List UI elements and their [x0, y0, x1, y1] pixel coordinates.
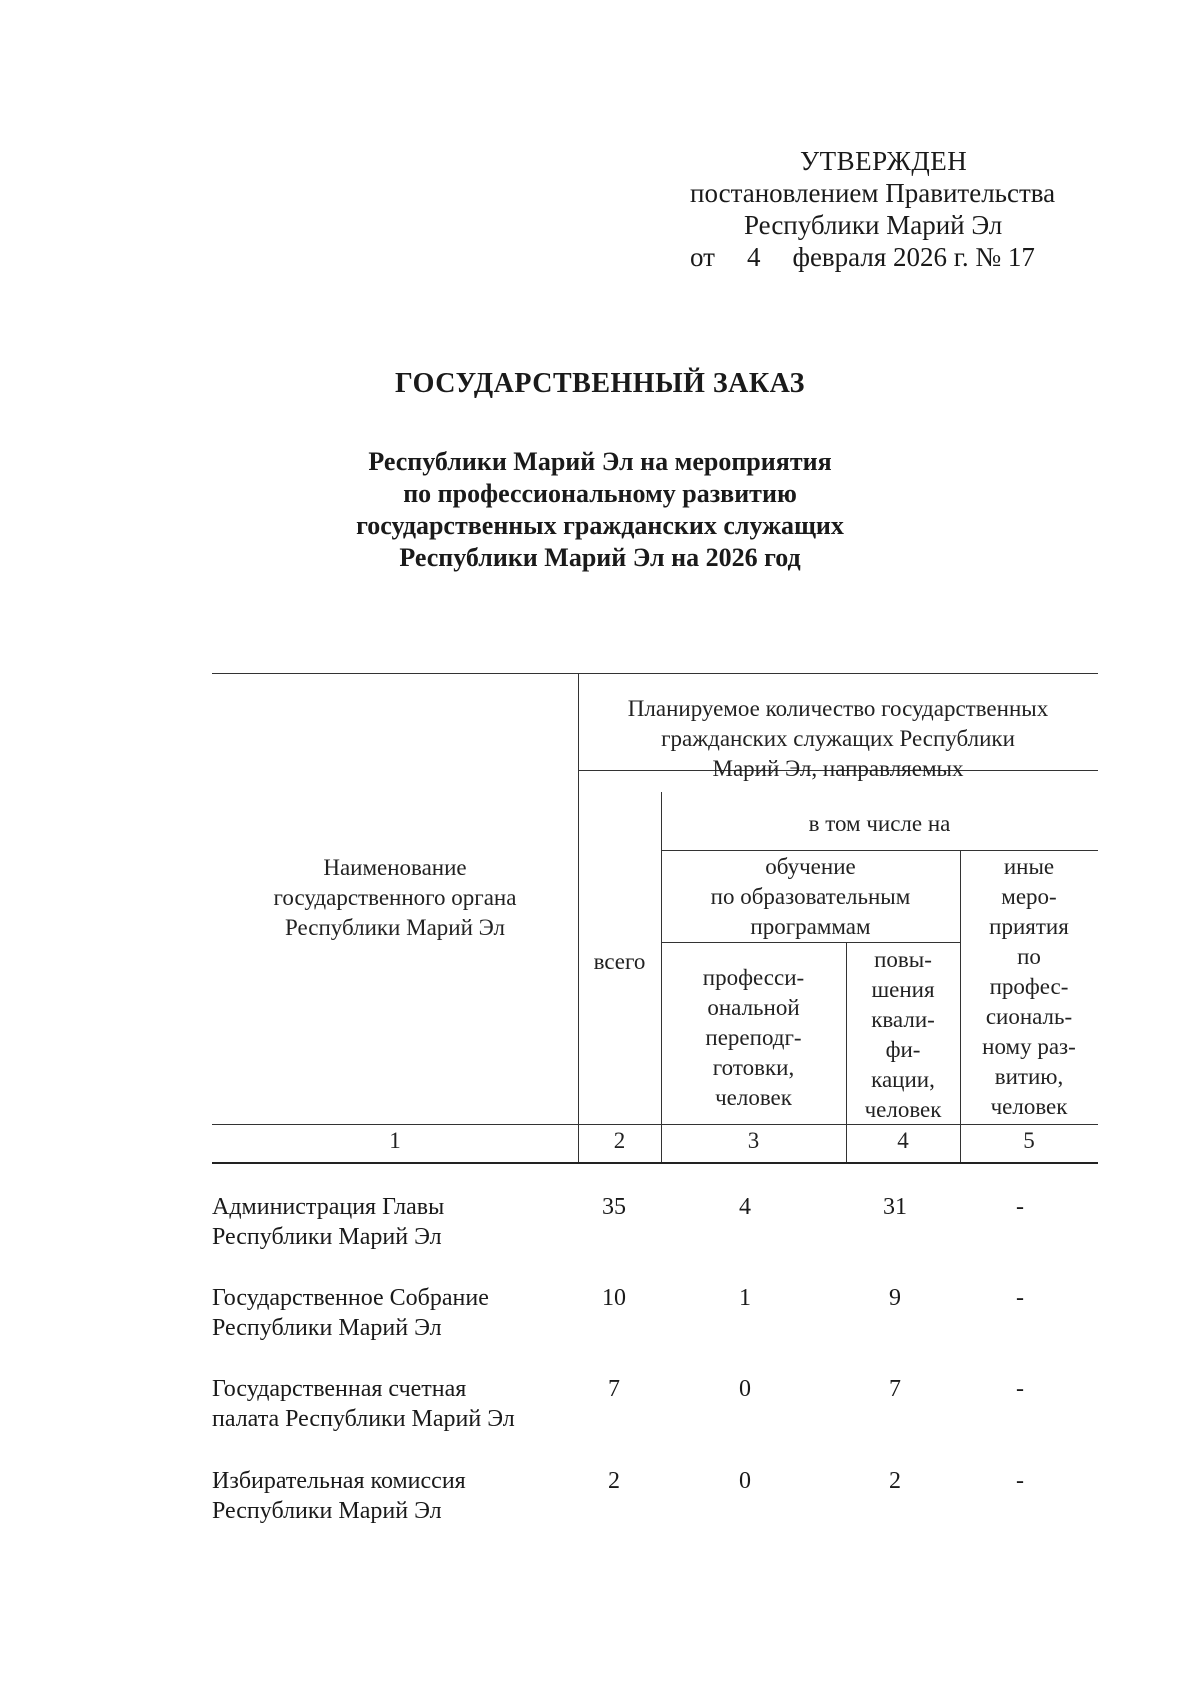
header-organ-name: Наименование государственного органа Республики Марий Эл: [273, 855, 517, 940]
subtitle-line: государственных гражданских служащих: [356, 511, 844, 540]
header-including: в том числе на: [808, 811, 951, 836]
header-planned: Планируемое количество государственных гражданских служащих Республики Марий Эл, направляемых: [627, 696, 1049, 781]
header-total: всего: [593, 949, 646, 974]
header-col-number: 4: [897, 1128, 909, 1153]
cell-qualification: 7: [889, 1376, 901, 1402]
table-row: [0, 1283, 1200, 1353]
table-row: [0, 1466, 1200, 1536]
subtitle-line: по профессиональному развитию: [403, 479, 797, 508]
cell-total: 10: [602, 1285, 626, 1311]
header-top-border: [212, 673, 1098, 674]
cell-retraining: 0: [739, 1468, 751, 1494]
subtitle-line: Республики Марий Эл на 2026 год: [399, 543, 801, 572]
header-col-number: 5: [1023, 1128, 1035, 1153]
approval-line: постановлением Правительства: [690, 178, 1056, 208]
table-row: [0, 1192, 1200, 1262]
row-organ-name: Государственное Собрание Республики Марий Эл: [212, 1285, 489, 1341]
header-retraining: професси- ональной переподг- готовки, человек: [702, 965, 805, 1110]
approval-date-day: 4: [746, 242, 761, 272]
header-bottom-border: [212, 1162, 1098, 1164]
cell-other: -: [1016, 1376, 1024, 1402]
header-other: иные меро- приятия по профес- сиональ- ному раз- витию, человек: [982, 854, 1076, 1119]
row-organ-name: Государственная счетная палата Республики Марий Эл: [212, 1376, 515, 1432]
approval-stamp: [690, 145, 1110, 273]
header-training: обучение по образовательным программам: [710, 854, 911, 939]
document-title: ГОСУДАРСТВЕННЫЙ ЗАКАЗ: [395, 368, 805, 399]
header-col-number: 2: [613, 1128, 626, 1153]
approval-line: Республики Марий Эл: [744, 210, 1003, 240]
row-organ-name: Администрация Главы Республики Марий Эл: [212, 1194, 445, 1250]
cell-qualification: 31: [883, 1194, 907, 1220]
approval-date-prefix: от: [690, 242, 715, 272]
header-col-number: 3: [747, 1128, 760, 1153]
header-divider: [212, 1124, 1098, 1125]
cell-other: -: [1016, 1285, 1024, 1311]
cell-other: -: [1016, 1468, 1024, 1494]
header-divider: [661, 850, 1098, 851]
header-qualification: повы- шения квали- фи- кации, человек: [864, 947, 942, 1122]
row-organ-name: Избирательная комиссия Республики Марий Эл: [212, 1468, 466, 1524]
approval-date-rest: февраля 2026 г. № 17: [792, 242, 1035, 272]
cell-retraining: 1: [739, 1285, 751, 1311]
table-row: [0, 1374, 1200, 1444]
cell-qualification: 2: [889, 1468, 901, 1494]
cell-total: 7: [608, 1376, 620, 1402]
cell-total: 35: [602, 1194, 626, 1220]
cell-other: -: [1016, 1194, 1024, 1220]
document-subtitle: [0, 446, 1200, 574]
subtitle-line: Республики Марий Эл на мероприятия: [368, 447, 832, 476]
approval-title: УТВЕРЖДЕН: [800, 146, 968, 176]
cell-qualification: 9: [889, 1285, 901, 1311]
cell-retraining: 0: [739, 1376, 751, 1402]
cell-total: 2: [608, 1468, 620, 1494]
header-divider: [661, 942, 960, 943]
approval-date: [690, 241, 1110, 273]
header-col-number: 1: [389, 1128, 401, 1153]
cell-retraining: 4: [739, 1194, 751, 1220]
